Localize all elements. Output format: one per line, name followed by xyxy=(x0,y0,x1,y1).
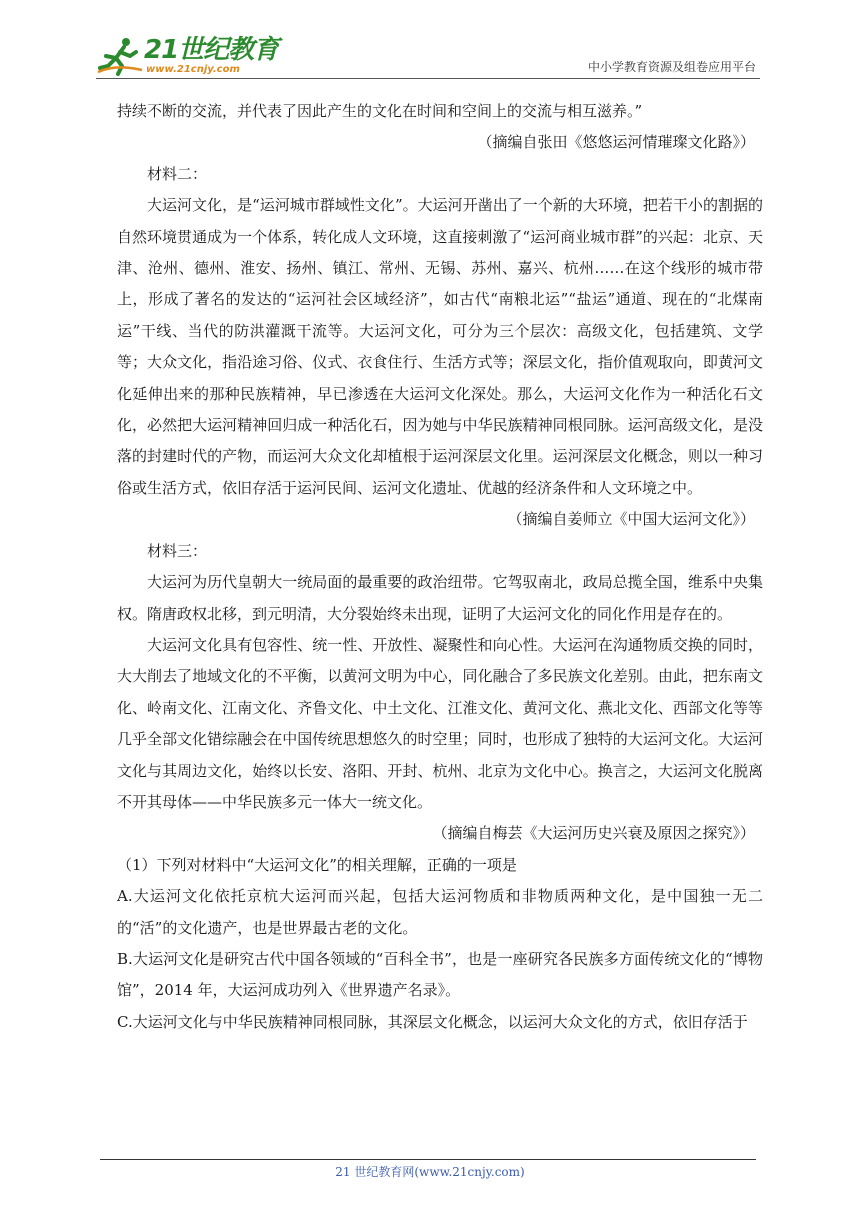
platform-name: 中小学教育资源及组卷应用平台 xyxy=(587,60,756,74)
footer-divider xyxy=(100,1159,756,1160)
source-citation-2: （摘编自姜师立《中国大运河文化》） xyxy=(507,510,755,529)
source-citation-3: （摘编自梅芸《大运河历史兴衰及原因之探究》） xyxy=(432,824,755,843)
paragraph-continued: 持续不断的交流，并代表了因此产生的文化在时间和空间上的交流与相互滋养。” xyxy=(117,102,643,120)
logo-url: www.21cnjy.com xyxy=(146,64,240,75)
material-3-body-1: 大运河为历代皇朝大一统局面的最重要的政治纽带。它驾驭南北，政局总揽全国，维系中央集权。隋唐政权北移，到元明清，大分裂始终未出现，证明了大运河文化的同化作用是存在的。 xyxy=(117,573,763,623)
page-header xyxy=(96,34,760,80)
material-3-body-2: 大运河文化具有包容性、统一性、开放性、凝聚性和向心性。大运河在沟通物质交换的同时，大大削去了地域文化的不平衡，以黄河文明为中心，同化融合了多民族文化差别。由此，把东南文化、岭南文化、江南文化、齐鲁文化、中土文化、江淮文化、黄河文化、燕北文化、西部文化等等几乎全部文化错综融会在中国传统思想悠久的时空里；同时，也形成了独特的大运河文化。大运河文化与其周边文化，始终以长安、洛阳、开封、杭州、北京为文化中心。换言之，大运河文化脱离不开其母体——中华民族多元一体大一统文化。 xyxy=(117,635,763,811)
option-a: A.大运河文化依托京杭大运河而兴起，包括大运河物质和非物质两种文化，是中国独一无二的“活”的文化遗产，也是世界最古老的文化。 xyxy=(117,887,763,937)
logo-text: 21世纪教育 xyxy=(144,35,279,65)
option-b: B.大运河文化是研究古代中国各领域的“百科全书”，也是一座研究各民族多方面传统文化的“博物馆”，2014 年，大运河成功列入《世界遗产名录》。 xyxy=(117,949,763,1000)
material-2-body: 大运河文化，是“运河城市群域性文化”。大运河开凿出了一个新的大环境，把若干小的割据的自然环境贯通成为一个体系，转化成人文环境，这直接刺激了“运河商业城市群”的兴起：北京、天津、沧州、德州、淮安、扬州、镇江、常州、无锡、苏州、嘉兴、杭州……在这个线形的城市带上，形成了著名的发达的“运河社会区域经济”，如古代“南粮北运”“盐运”通道、现在的“北煤南运”干线、当代的防洪灌溉干流等。大运河文化，可分为三个层次：高级文化，包括建筑、文学等；大众文化，指沿途习俗、仪式、衣食住行、生活方式等；深层文化，指价值观取向，即黄河文化延伸出来的那种民族精神，早已渗透在大运河文化深处。那么，大运河文化作为一种活化石文化，必然把大运河精神回归成一种活化石，因为她与中华民族精神同根同脉。运河高级文化，是没落的封建时代的产物，而运河大众文化却植根于运河深层文化里。运河深层文化概念，则以一种习俗或生活方式，依旧存活于运河民间、运河文化遗址、优越的经济条件和人文环境之中。 xyxy=(117,196,763,497)
source-citation-1: （摘编自张田《悠悠运河情璀璨文化路》） xyxy=(477,133,755,152)
material-2-label: 材料二： xyxy=(147,164,208,183)
footer-link[interactable]: 21 世纪教育网(www.21cnjy.com) xyxy=(335,1165,525,1179)
runner-logo-icon xyxy=(96,36,144,76)
option-c: C.大运河文化与中华民族精神同根同脉，其深层文化概念，以运河大众文化的方式，依旧存活于 xyxy=(117,1012,748,1031)
material-3-label: 材料三： xyxy=(147,541,208,560)
document-body xyxy=(117,96,763,1038)
question-1: （1）下列对材料中“大运河文化”的相关理解，正确的一项是 xyxy=(117,855,517,874)
site-logo[interactable] xyxy=(96,34,296,78)
header-divider xyxy=(96,78,760,79)
